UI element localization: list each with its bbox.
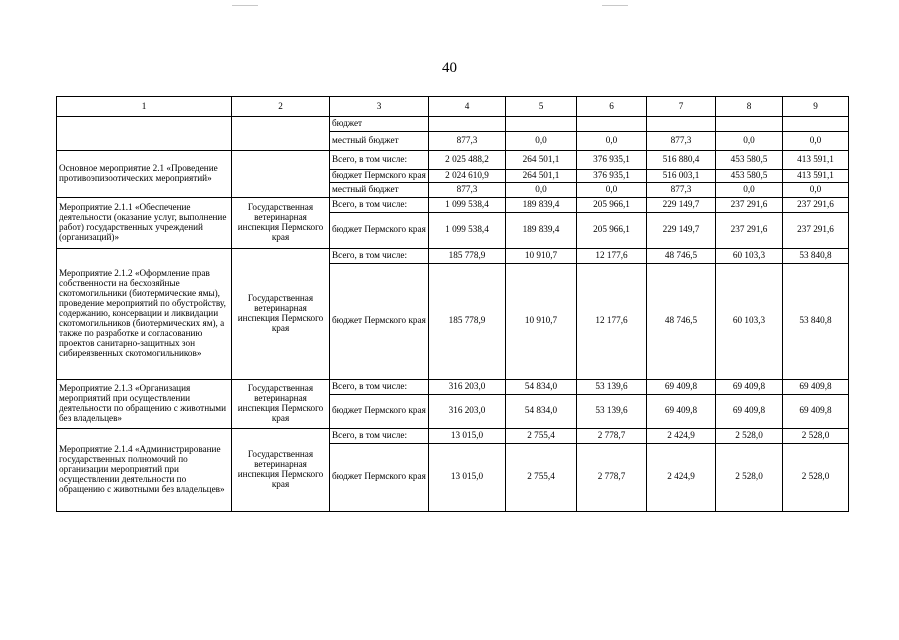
value-cell: 516 003,1: [647, 170, 716, 183]
value-cell: 877,3: [429, 132, 506, 151]
value-cell: 13 015,0: [429, 428, 506, 443]
scan-mark: [602, 5, 628, 6]
value-cell: 185 778,9: [429, 248, 506, 263]
value-cell: [783, 117, 849, 132]
value-cell: 237 291,6: [716, 197, 783, 212]
table-row: [57, 117, 849, 132]
table-row: [57, 428, 849, 443]
value-cell: 376 935,1: [577, 151, 647, 170]
value-cell: 0,0: [577, 132, 647, 151]
value-cell: 413 591,1: [783, 170, 849, 183]
value-cell: 453 580,5: [716, 170, 783, 183]
value-cell: 2 778,7: [577, 428, 647, 443]
executor-cell: [232, 117, 330, 151]
table-row: [57, 379, 849, 394]
source-cell: бюджет Пермского края: [330, 394, 429, 428]
value-cell: 877,3: [647, 132, 716, 151]
value-cell: 0,0: [783, 182, 849, 197]
value-cell: 53 840,8: [783, 248, 849, 263]
value-cell: 69 409,8: [647, 379, 716, 394]
value-cell: 237 291,6: [783, 212, 849, 248]
column-header: 7: [647, 97, 716, 117]
value-cell: 2 025 488,2: [429, 151, 506, 170]
executor-cell: Государственная ветеринарная инспекция Пермского края: [232, 248, 330, 379]
value-cell: 53 840,8: [783, 263, 849, 379]
value-cell: 264 501,1: [506, 151, 577, 170]
value-cell: 60 103,3: [716, 263, 783, 379]
value-cell: 2 528,0: [716, 428, 783, 443]
value-cell: 205 966,1: [577, 197, 647, 212]
column-header: 4: [429, 97, 506, 117]
value-cell: 53 139,6: [577, 379, 647, 394]
event-cell: Мероприятие 2.1.2 «Оформление прав собственности на бесхозяйные скотомогильники (биотермические ямы), проведение мероприятий по обустройству, содержанию, консервации и ликвидации скотомогильников (биотермических ям), а также по разработке и согласованию проектов санитарно-защитных зон сибиреязвенных скотомогильников»: [57, 248, 232, 379]
value-cell: 12 177,6: [577, 263, 647, 379]
value-cell: 2 528,0: [783, 428, 849, 443]
value-cell: 0,0: [506, 182, 577, 197]
value-cell: [716, 117, 783, 132]
source-cell: Всего, в том числе:: [330, 151, 429, 170]
value-cell: 229 149,7: [647, 197, 716, 212]
value-cell: 189 839,4: [506, 197, 577, 212]
executor-cell: Государственная ветеринарная инспекция Пермского края: [232, 428, 330, 511]
value-cell: 48 746,5: [647, 248, 716, 263]
executor-cell: Государственная ветеринарная инспекция Пермского края: [232, 379, 330, 428]
value-cell: [506, 117, 577, 132]
value-cell: 453 580,5: [716, 151, 783, 170]
value-cell: 13 015,0: [429, 443, 506, 511]
column-header: 6: [577, 97, 647, 117]
value-cell: 2 528,0: [716, 443, 783, 511]
value-cell: 0,0: [506, 132, 577, 151]
value-cell: 1 099 538,4: [429, 197, 506, 212]
source-cell: бюджет: [330, 117, 429, 132]
value-cell: 12 177,6: [577, 248, 647, 263]
event-cell: Мероприятие 2.1.1 «Обеспечение деятельности (оказание услуг, выполнение работ) государственных учреждений (организаций)»: [57, 197, 232, 248]
value-cell: 0,0: [783, 132, 849, 151]
value-cell: 69 409,8: [647, 394, 716, 428]
value-cell: 0,0: [577, 182, 647, 197]
column-header: 1: [57, 97, 232, 117]
value-cell: 189 839,4: [506, 212, 577, 248]
source-cell: бюджет Пермского края: [330, 443, 429, 511]
source-cell: местный бюджет: [330, 182, 429, 197]
value-cell: 877,3: [647, 182, 716, 197]
column-header: 2: [232, 97, 330, 117]
value-cell: 877,3: [429, 182, 506, 197]
column-header: 3: [330, 97, 429, 117]
value-cell: [647, 117, 716, 132]
value-cell: 2 778,7: [577, 443, 647, 511]
source-cell: Всего, в том числе:: [330, 428, 429, 443]
value-cell: 2 755,4: [506, 428, 577, 443]
value-cell: 69 409,8: [716, 394, 783, 428]
value-cell: 2 024 610,9: [429, 170, 506, 183]
value-cell: 0,0: [716, 132, 783, 151]
value-cell: 413 591,1: [783, 151, 849, 170]
value-cell: [429, 117, 506, 132]
source-cell: Всего, в том числе:: [330, 248, 429, 263]
value-cell: 69 409,8: [783, 394, 849, 428]
event-cell: Мероприятие 2.1.3 «Организация мероприятий при осуществлении деятельности по обращению с животными без владельцев»: [57, 379, 232, 428]
value-cell: 376 935,1: [577, 170, 647, 183]
value-cell: 316 203,0: [429, 379, 506, 394]
value-cell: 69 409,8: [783, 379, 849, 394]
value-cell: 54 834,0: [506, 379, 577, 394]
header-row: [57, 97, 849, 117]
value-cell: 2 755,4: [506, 443, 577, 511]
value-cell: 10 910,7: [506, 263, 577, 379]
value-cell: 237 291,6: [783, 197, 849, 212]
value-cell: 185 778,9: [429, 263, 506, 379]
value-cell: 0,0: [716, 182, 783, 197]
source-cell: бюджет Пермского края: [330, 170, 429, 183]
value-cell: 237 291,6: [716, 212, 783, 248]
scan-mark: [232, 5, 258, 6]
source-cell: Всего, в том числе:: [330, 379, 429, 394]
value-cell: 60 103,3: [716, 248, 783, 263]
executor-cell: Государственная ветеринарная инспекция Пермского края: [232, 197, 330, 248]
value-cell: 2 424,9: [647, 428, 716, 443]
executor-cell: [232, 151, 330, 198]
value-cell: 54 834,0: [506, 394, 577, 428]
value-cell: 69 409,8: [716, 379, 783, 394]
value-cell: 229 149,7: [647, 212, 716, 248]
table-row: [57, 248, 849, 263]
budget-table: [56, 96, 849, 512]
source-cell: местный бюджет: [330, 132, 429, 151]
source-cell: бюджет Пермского края: [330, 212, 429, 248]
value-cell: 205 966,1: [577, 212, 647, 248]
column-header: 9: [783, 97, 849, 117]
value-cell: 10 910,7: [506, 248, 577, 263]
event-cell: Мероприятие 2.1.4 «Администрирование государственных полномочий по организации мероприятий при осуществлении деятельности по обращению с животными без владельцев»: [57, 428, 232, 511]
table-row: [57, 197, 849, 212]
value-cell: 316 203,0: [429, 394, 506, 428]
page-number: 40: [442, 60, 457, 76]
value-cell: 2 528,0: [783, 443, 849, 511]
event-cell: Основное мероприятие 2.1 «Проведение противоэпизоотических мероприятий»: [57, 151, 232, 198]
column-header: 8: [716, 97, 783, 117]
value-cell: 516 880,4: [647, 151, 716, 170]
value-cell: 1 099 538,4: [429, 212, 506, 248]
column-header: 5: [506, 97, 577, 117]
source-cell: бюджет Пермского края: [330, 263, 429, 379]
value-cell: 264 501,1: [506, 170, 577, 183]
value-cell: 2 424,9: [647, 443, 716, 511]
value-cell: [577, 117, 647, 132]
event-cell: [57, 117, 232, 151]
value-cell: 48 746,5: [647, 263, 716, 379]
value-cell: 53 139,6: [577, 394, 647, 428]
table-row: [57, 151, 849, 170]
source-cell: Всего, в том числе:: [330, 197, 429, 212]
